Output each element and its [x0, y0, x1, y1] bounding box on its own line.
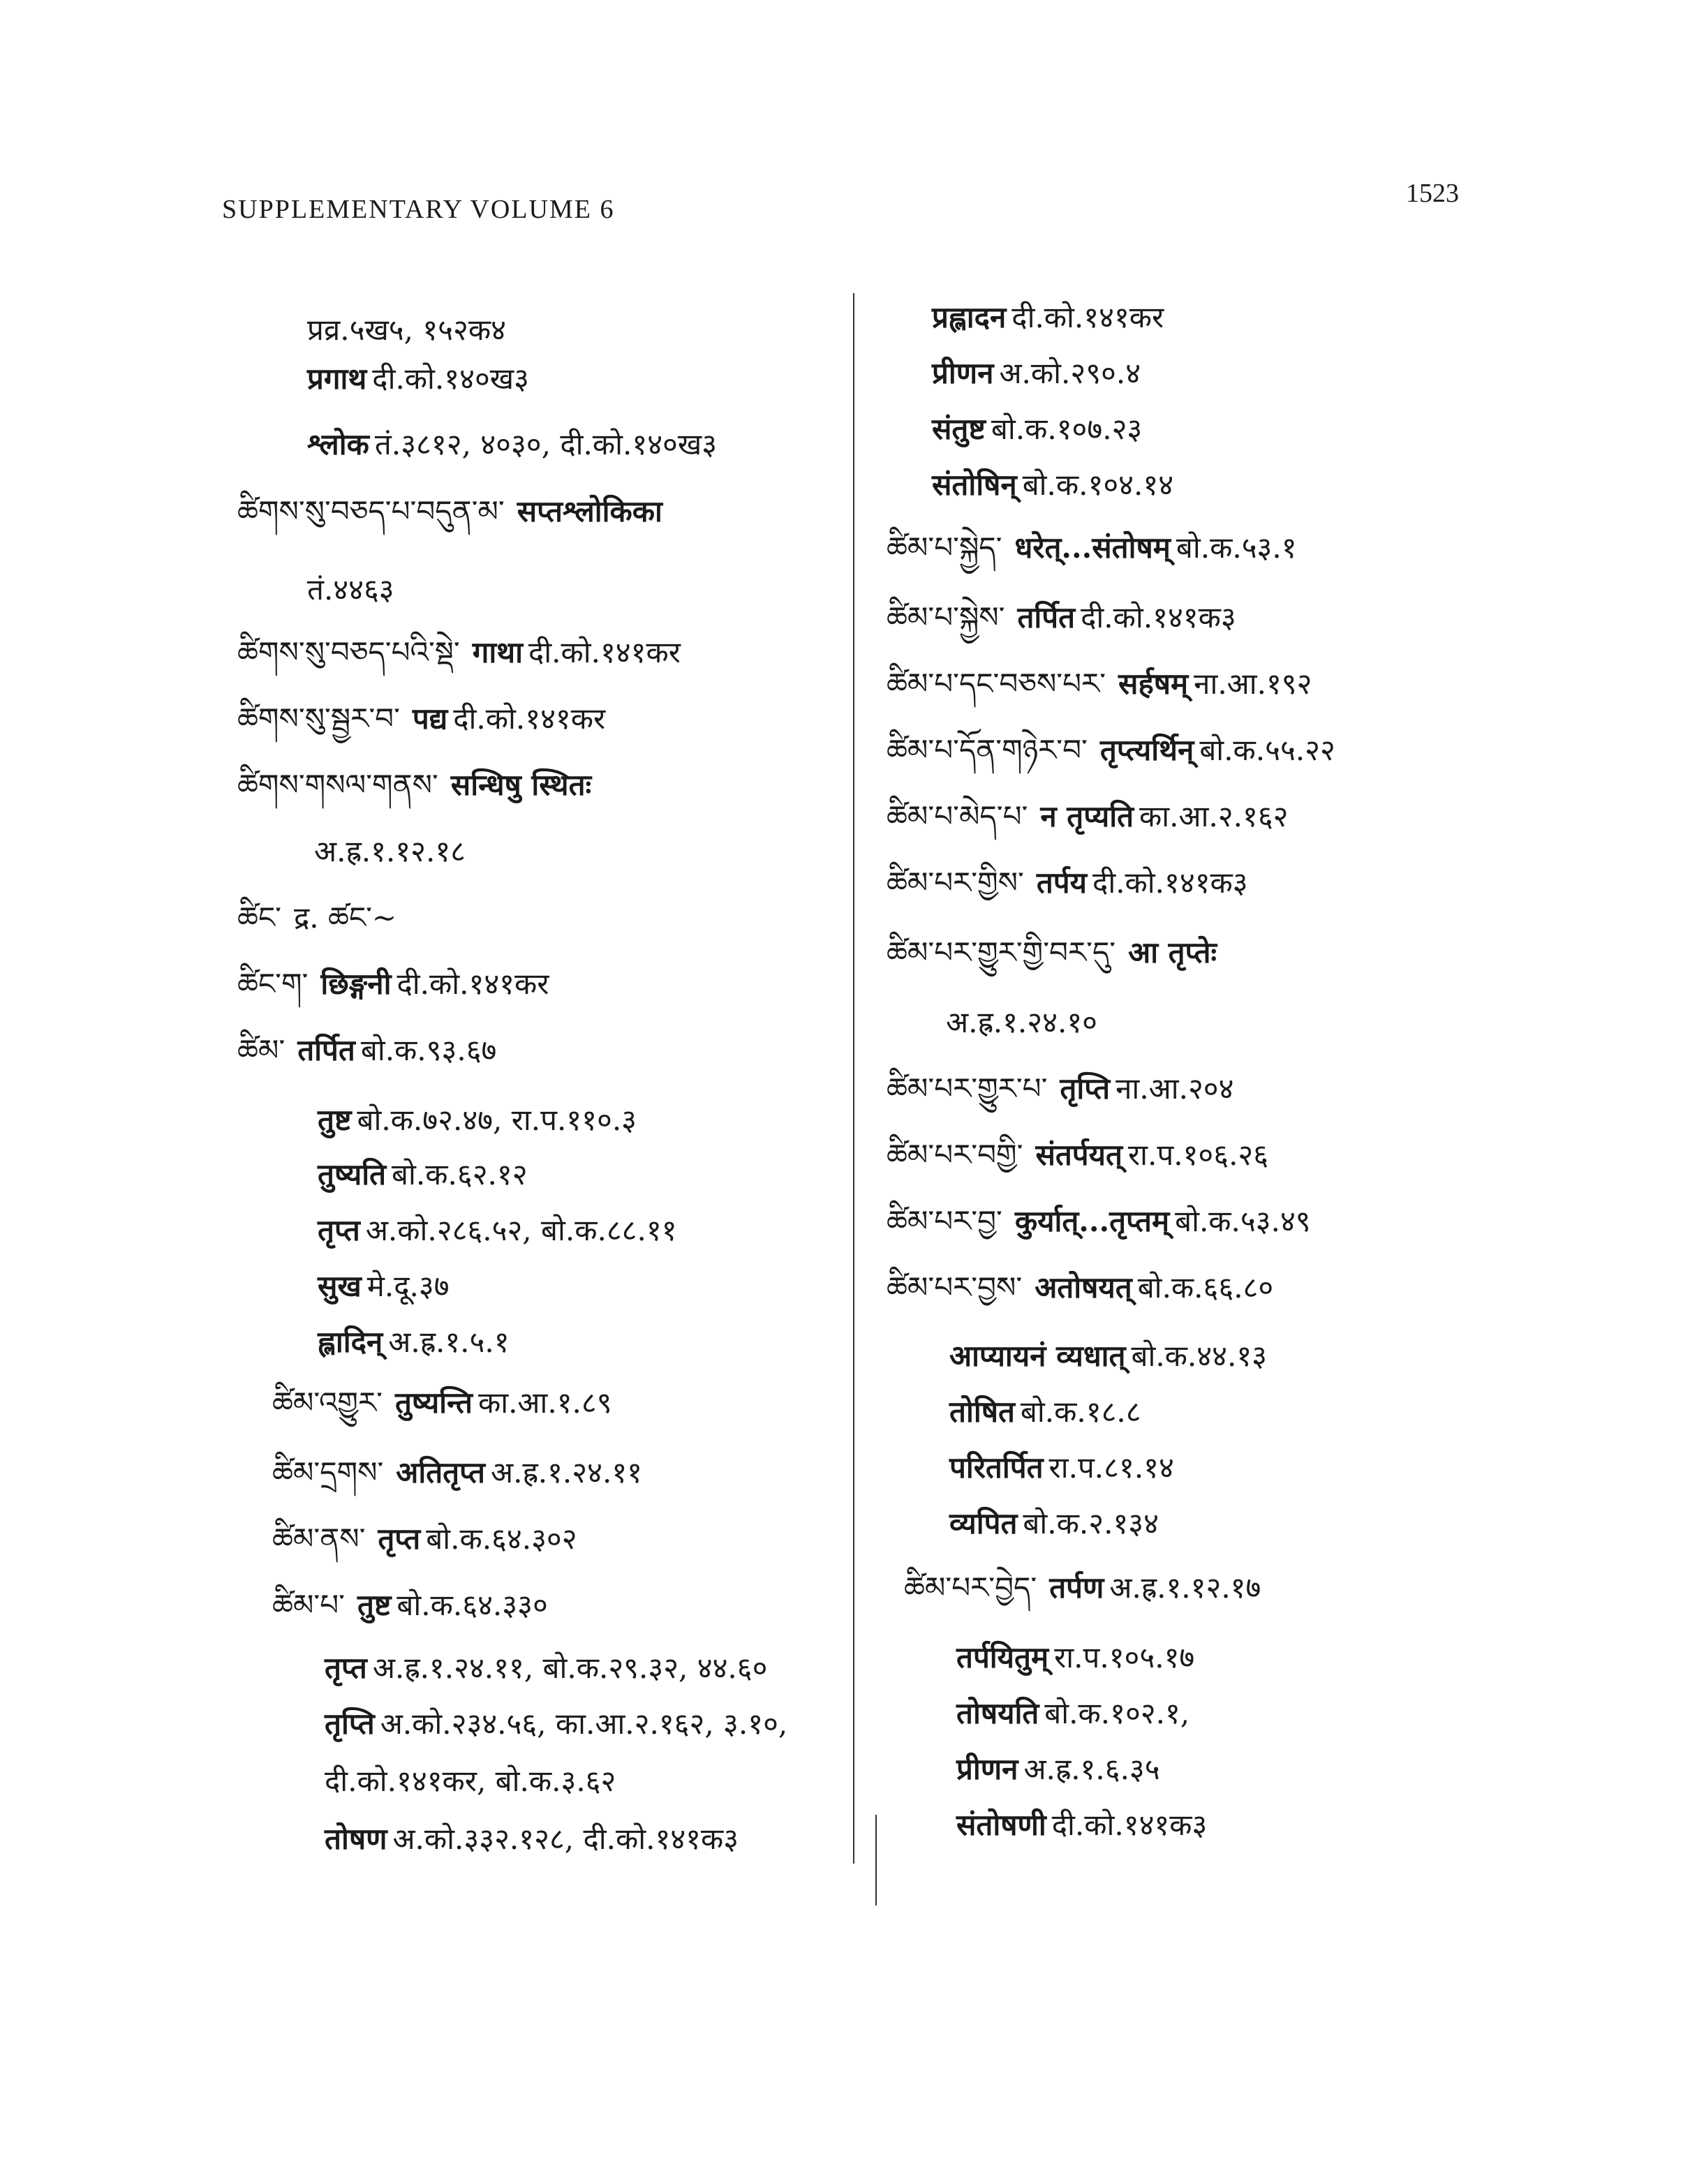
sanskrit-equivalent: तृप्त	[325, 1651, 367, 1685]
source-reference: बो.क.७२.४७, रा.प.११०.३	[357, 1103, 637, 1137]
sanskrit-equivalent: संतोषणी	[956, 1808, 1046, 1842]
dictionary-entry-line	[307, 427, 717, 462]
sanskrit-equivalent: सन्धिषु स्थितः	[450, 768, 592, 802]
dictionary-entry-line	[956, 1752, 1160, 1787]
sanskrit-equivalent: अतोषयत्	[1035, 1270, 1132, 1305]
source-reference: अ.को.२९०.४	[999, 356, 1141, 390]
dictionary-entry-line	[237, 967, 549, 1002]
source-reference: तं.४४६३	[307, 572, 394, 607]
tibetan-headword: ཚིམ་པ་དང་བཅས་པར་	[887, 667, 1106, 701]
sanskrit-equivalent: प्रीणन	[956, 1752, 1018, 1786]
source-reference: रा.प.१०६.२६	[1127, 1138, 1269, 1172]
source-reference: अ.ह्र.१.५.१	[388, 1325, 510, 1359]
page-number: 1523	[1406, 179, 1459, 208]
source-reference: बो.क.९३.६७	[360, 1033, 497, 1067]
sanskrit-equivalent: सप्तश्लोकिका	[517, 494, 662, 528]
source-reference: मे.दू.३७	[366, 1269, 450, 1303]
dictionary-entry-line	[237, 635, 681, 670]
source-reference: बो.क.१०२.१,	[1044, 1696, 1190, 1730]
sanskrit-equivalent: तृप्त	[378, 1522, 421, 1556]
dictionary-entry-line	[272, 1455, 642, 1490]
dictionary-entry-line	[318, 1213, 677, 1248]
sanskrit-equivalent: कुर्यात्...तृप्तम्	[1014, 1204, 1170, 1238]
tibetan-headword: ཚིམ་	[237, 1033, 286, 1067]
tibetan-headword: ཚིམ་པར་གྱུར་པ་	[887, 1071, 1048, 1106]
dictionary-entry-line	[314, 834, 466, 869]
source-reference: रा.प.१०५.१७	[1054, 1640, 1195, 1674]
tibetan-headword: ཚིམ་འགྱུར་	[272, 1386, 383, 1420]
dictionary-entry-line	[887, 1204, 1311, 1239]
source-reference: बो.क.५५.२२	[1199, 733, 1335, 767]
dictionary-entry-line	[956, 1640, 1194, 1675]
dictionary-entry-line	[237, 900, 396, 935]
sanskrit-equivalent: तुष्ट	[318, 1103, 352, 1137]
source-reference: प्रव्र.५ख५, १५२क४	[307, 313, 506, 347]
dictionary-entry-line	[272, 1522, 577, 1557]
source-reference: दी.को.१४१क३	[1081, 600, 1236, 634]
dictionary-entry-line	[887, 866, 1248, 900]
source-reference: रा.प.८१.१४	[1048, 1450, 1174, 1485]
tibetan-headword: ཚིམ་པར་བྱ་	[887, 1204, 1002, 1238]
source-reference: ना.आ.२०४	[1115, 1071, 1234, 1106]
dictionary-entry-line	[932, 356, 1141, 391]
dictionary-entry-line	[932, 300, 1164, 335]
column-divider-lower	[875, 1815, 877, 1906]
source-reference: बो.क.६४.३३०	[396, 1588, 548, 1622]
source-reference: बो.क.५३.१	[1176, 530, 1297, 565]
column-divider	[853, 293, 854, 1864]
sanskrit-equivalent: तर्पित	[1017, 600, 1076, 634]
dictionary-entry-line	[949, 1395, 1141, 1429]
dictionary-entry-line	[887, 600, 1236, 635]
sanskrit-equivalent: पद्य	[412, 701, 448, 736]
sanskrit-equivalent: तुष्यन्ति	[394, 1386, 473, 1420]
sanskrit-equivalent: तर्पण	[1049, 1570, 1104, 1605]
dictionary-entry-line	[904, 1570, 1261, 1605]
dictionary-entry-line	[887, 667, 1312, 701]
source-reference: अ.को.२३४.५६, का.आ.२.१६२, ३.१०,	[380, 1707, 788, 1741]
dictionary-entry-line	[272, 1588, 548, 1623]
source-reference: बो.क.२.१३४	[1023, 1506, 1159, 1540]
dictionary-entry-line	[325, 1822, 739, 1857]
tibetan-headword: ཚིང་ག་	[237, 967, 309, 1001]
sanskrit-equivalent: तोषयति	[956, 1696, 1039, 1730]
source-reference: अ.ह्र.१.६.३५	[1023, 1752, 1160, 1786]
dictionary-entry-line	[887, 1270, 1273, 1305]
sanskrit-equivalent: तर्पयितुम्	[956, 1640, 1049, 1674]
source-reference: बो.क.६२.१२	[392, 1157, 528, 1191]
tibetan-headword: ཚིང་	[237, 900, 281, 935]
tibetan-headword: ཚིམ་པ་	[272, 1588, 345, 1622]
source-reference: दी.को.१४१कर	[396, 967, 549, 1001]
tibetan-headword: ཚིམ་པ་མེད་པ་	[887, 799, 1028, 833]
sanskrit-equivalent: परितर्पित	[949, 1450, 1044, 1485]
source-reference: दी.को.१४१कर	[453, 701, 606, 736]
dictionary-entry-line	[956, 1696, 1189, 1731]
dictionary-entry-line	[932, 468, 1173, 503]
dictionary-entry-line	[325, 1651, 767, 1686]
dictionary-entry-line	[887, 733, 1335, 768]
sanskrit-equivalent: व्यपित	[949, 1506, 1018, 1540]
source-reference: बो.क.१८.८	[1020, 1395, 1141, 1429]
source-reference: तं.३८१२, ४०३०, दी.को.१४०ख३	[374, 427, 718, 461]
source-reference: अ.ह्र.१.२४.१०	[946, 1005, 1097, 1039]
dictionary-entry-line	[956, 1808, 1207, 1843]
dictionary-entry-line	[307, 572, 394, 607]
sanskrit-equivalent: तर्पित	[297, 1033, 355, 1067]
dictionary-entry-line	[325, 1707, 787, 1741]
tibetan-headword: ཚིམ་ནས་	[272, 1522, 366, 1556]
dictionary-entry-line	[307, 362, 529, 396]
source-reference: बो.क.४४.१३	[1131, 1339, 1267, 1373]
sanskrit-equivalent: तुष्यति	[318, 1157, 387, 1191]
dictionary-entry-line	[887, 1138, 1268, 1173]
dictionary-entry-line	[237, 768, 597, 803]
sanskrit-equivalent: संतोषिन्	[932, 468, 1017, 502]
sanskrit-equivalent: अतितृप्त	[396, 1455, 485, 1490]
dictionary-entry-line	[318, 1157, 528, 1192]
sanskrit-equivalent: तृप्त	[318, 1213, 360, 1247]
dictionary-entry-line	[932, 412, 1142, 447]
dictionary-entry-line	[318, 1325, 510, 1360]
source-reference: दी.को.१४१कर	[528, 635, 681, 669]
source-reference: बो.क.६४.३०२	[426, 1522, 577, 1556]
source-reference: ना.आ.१९२	[1194, 667, 1312, 701]
dictionary-entry-line	[949, 1450, 1174, 1485]
sanskrit-equivalent: तोषित	[949, 1395, 1015, 1429]
tibetan-headword: ཚིམ་པ་སྐྱེས་	[887, 600, 1005, 634]
tibetan-headword: ཚིམ་པ་དོན་གཉེར་བ་	[887, 733, 1088, 767]
sanskrit-equivalent: धरेत्...संतोषम्	[1014, 530, 1171, 565]
source-reference: का.आ.२.१६२	[1139, 799, 1289, 833]
source-reference: का.आ.१.८९	[477, 1386, 612, 1420]
source-reference: दी.को.१४०ख३	[372, 362, 529, 396]
sanskrit-equivalent: तुष्ट	[357, 1588, 392, 1622]
sanskrit-equivalent: संतर्पयत्	[1035, 1138, 1122, 1172]
sanskrit-equivalent: तृप्ति	[1060, 1071, 1111, 1106]
source-reference: बो.क.१०७.२३	[991, 412, 1143, 446]
sanskrit-equivalent: संतुष्ट	[932, 412, 986, 446]
dictionary-entry-line	[949, 1339, 1267, 1374]
source-reference: द्र. ཚང་~	[293, 900, 397, 935]
dictionary-entry-line	[946, 1005, 1097, 1040]
dictionary-entry-line	[325, 1764, 616, 1799]
source-reference: अ.को.२८६.५२, बो.क.८८.११	[365, 1213, 677, 1247]
sanskrit-equivalent: तृप्ति	[325, 1707, 375, 1741]
sanskrit-equivalent: गाथा	[472, 635, 523, 669]
source-reference: दी.को.१४१क३	[1051, 1808, 1208, 1842]
source-reference: अ.को.३३२.१२८, दी.को.१४१क३	[392, 1822, 739, 1856]
tibetan-headword: ཚིགས་གསལ་གནས་	[237, 768, 438, 802]
tibetan-headword: ཚིམ་པར་གྱུར་གྱི་བར་དུ་	[887, 935, 1116, 970]
dictionary-entry-line	[237, 494, 668, 529]
sanskrit-equivalent: प्रह्लादन	[932, 300, 1007, 334]
source-reference: दी.को.१४१कर, बो.क.३.६२	[325, 1764, 616, 1798]
running-head: SUPPLEMENTARY VOLUME 6	[222, 195, 615, 224]
source-reference: बो.क.५३.४९	[1175, 1204, 1311, 1238]
sanskrit-equivalent: सुख	[318, 1269, 362, 1303]
dictionary-entry-line	[318, 1269, 450, 1304]
source-reference: अ.ह्र.१.२४.११	[491, 1455, 642, 1490]
sanskrit-equivalent: छिङ्गनी	[320, 967, 392, 1001]
source-reference: बो.क.६६.८०	[1137, 1270, 1274, 1305]
source-reference: अ.ह्र.१.१२.१७	[1109, 1570, 1261, 1605]
sanskrit-equivalent: प्रीणन	[932, 356, 994, 390]
sanskrit-equivalent: तृप्त्यर्थिन्	[1099, 733, 1194, 767]
sanskrit-equivalent: तर्पय	[1036, 866, 1088, 900]
tibetan-headword: ཚིགས་སུ་བཅད་པའི་སྡེ་	[237, 635, 460, 669]
source-reference: दी.को.१४१क३	[1092, 866, 1248, 900]
sanskrit-equivalent: तोषण	[325, 1822, 387, 1856]
sanskrit-equivalent: प्रगाथ	[307, 362, 367, 396]
sanskrit-equivalent: आप्यायनं व्यधात्	[949, 1339, 1126, 1373]
sanskrit-equivalent: न तृप्यति	[1040, 799, 1134, 833]
tibetan-headword: ཚིམ་པ་སྐྱེད་	[887, 530, 1002, 565]
dictionary-entry-line	[237, 1033, 496, 1068]
dictionary-entry-line	[887, 935, 1222, 970]
source-reference: बो.क.१०४.१४	[1022, 468, 1174, 502]
dictionary-entry-line	[887, 530, 1297, 565]
tibetan-headword: ཚིམ་པར་བྱས་	[887, 1270, 1023, 1305]
source-reference: अ.ह्र.१.२४.११, बो.क.२९.३२, ४४.६०	[372, 1651, 768, 1685]
dictionary-entry-line	[272, 1386, 612, 1420]
sanskrit-equivalent: ह्लादिन्	[318, 1325, 383, 1359]
source-reference: अ.ह्र.१.१२.१८	[314, 834, 466, 868]
tibetan-headword: ཚིགས་སུ་བཅད་པ་བདུན་མ་	[237, 494, 505, 528]
source-reference: दी.को.१४१कर	[1011, 300, 1164, 334]
tibetan-headword: ཚིམ་པར་བྱེད་	[904, 1570, 1037, 1605]
tibetan-headword: ཚིམ་པར་གྱིས་	[887, 866, 1024, 900]
sanskrit-equivalent: श्लोक	[307, 427, 369, 461]
dictionary-entry-line	[887, 1071, 1233, 1106]
dictionary-entry-line	[949, 1506, 1159, 1541]
dictionary-entry-line	[318, 1103, 637, 1138]
tibetan-headword: ཚིགས་སུ་སྦྱར་བ་	[237, 701, 400, 736]
dictionary-entry-line	[307, 313, 506, 348]
dictionary-entry-line	[237, 701, 605, 736]
sanskrit-equivalent: आ तृप्तेः	[1128, 935, 1217, 970]
dictionary-entry-line	[887, 799, 1289, 834]
tibetan-headword: ཚིམ་པར་བགྱི་	[887, 1138, 1023, 1172]
tibetan-headword: ཚིམ་དྲགས་	[272, 1455, 384, 1490]
sanskrit-equivalent: सर्हषम्	[1118, 667, 1189, 701]
